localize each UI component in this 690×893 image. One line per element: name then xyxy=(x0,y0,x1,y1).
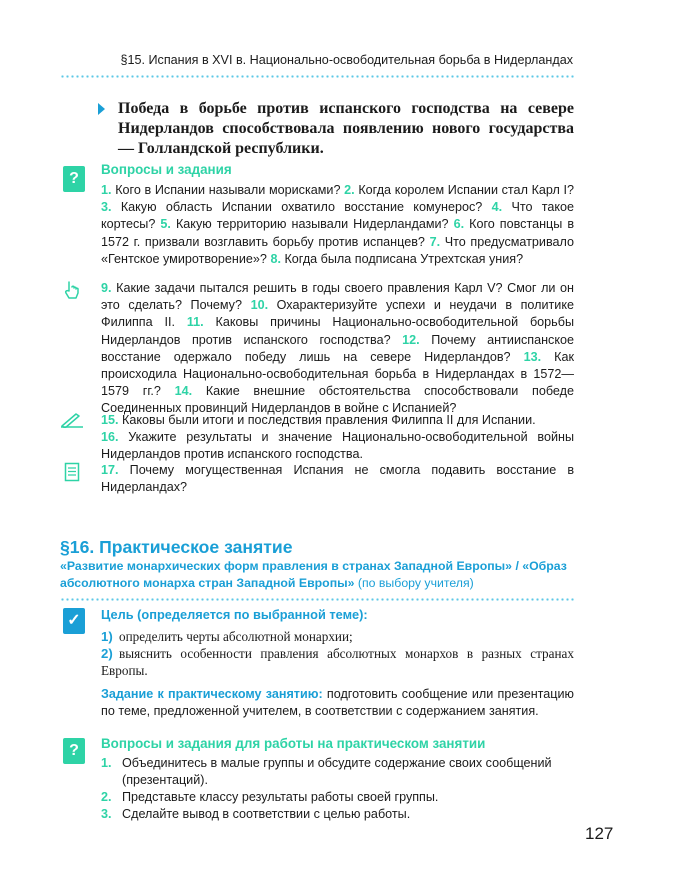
page-number: 127 xyxy=(585,824,614,843)
q-text: Каковы были итоги и последствия правления Филиппа II для Испании. xyxy=(122,413,536,427)
q-num: 9. xyxy=(101,281,112,295)
task-text: подготовить сообщение или презентацию по теме, предложенной учителем, в соответствии с содержанием занятия. xyxy=(101,687,574,719)
q-text: Кого повстанцы в 1572 г. призвали возглавить борьбу против испанцев? xyxy=(101,217,575,249)
practice-task xyxy=(101,686,574,720)
q-text: Что предусматривало «Гентское умиротворение»? xyxy=(101,234,575,266)
q-text: Укажите результаты и значение Национально-освободительной войны Нидерландов против испанского господства. xyxy=(101,430,574,462)
goal-num: 2) xyxy=(101,646,113,661)
goal-text: определить черты абсолютной монархии; xyxy=(119,629,353,644)
q-num: 8. xyxy=(270,251,281,266)
q-text: Почему антииспанское восстание одержало победу лишь на севере Нидерландов? xyxy=(101,332,575,364)
practice-text: Представьте классу результаты работы своей группы. xyxy=(122,790,439,804)
running-header: §15. Испания в XVI в. Национально-освободительная борьба в Нидерландах xyxy=(120,53,573,67)
q-text: Что такое кортесы? xyxy=(101,200,575,232)
practice-heading: Вопросы и задания для работы на практическом занятии xyxy=(101,736,486,751)
q-num: 5. xyxy=(160,217,171,232)
q-num: 7. xyxy=(429,234,441,249)
q-num: 11. xyxy=(186,315,204,330)
task-label: Задание к практическому занятию: xyxy=(101,687,323,701)
q-num: 15. xyxy=(101,413,119,427)
q-text: Как происходила Национально-освободительная борьба в Нидерландах в 1572—1579 гг.? xyxy=(101,349,575,399)
questions-group-1 xyxy=(101,182,574,268)
q-num: 6. xyxy=(453,217,465,232)
thesis-text: Победа в борьбе против испанского господства на севере Нидерландов способствовала появлению нового государства — Голландской республики. xyxy=(118,100,574,157)
document-icon xyxy=(64,462,80,482)
q-text: Каковы причины Национально-освободительной борьбы Нидерландов против испанского господства? xyxy=(101,315,575,347)
practice-item xyxy=(101,789,574,806)
questions-group-4 xyxy=(101,462,574,496)
question-badge-icon: ? xyxy=(63,738,85,764)
section-subtitle xyxy=(60,558,580,592)
practice-text: Объединитесь в малые группы и обсудите содержание своих сообщений (презентаций). xyxy=(122,756,552,788)
q-text: Какие внешние обстоятельства способствовали победе Соединенных провинций Нидерландов в войне с Испанией? xyxy=(101,384,575,416)
goal-item xyxy=(101,628,574,645)
goal-num: 1) xyxy=(101,629,113,644)
thesis-marker-icon xyxy=(98,103,105,115)
q-num: 14. xyxy=(174,384,193,399)
q-num: 3. xyxy=(101,200,112,215)
goal-heading: Цель (определяется по выбранной теме): xyxy=(101,607,368,622)
questions-group-3 xyxy=(101,412,574,464)
practice-num: 2. xyxy=(101,790,112,804)
q-text: Когда королем Испании стал Карл I? xyxy=(358,183,575,197)
practice-num: 3. xyxy=(101,807,112,821)
section-subtitle-topics: «Развитие монархических форм правления в странах Западной Европы» / «Образ абсолютного монарха стран Западной Европы» xyxy=(60,559,567,590)
hand-pointer-icon xyxy=(62,280,82,300)
questions-group-2 xyxy=(101,280,574,418)
q-text: Почему могущественная Испания не смогла подавить восстание в Нидерландах? xyxy=(101,463,575,495)
questions-heading: Вопросы и задания xyxy=(101,162,232,177)
q-text: Какую область Испании охватило восстание комунерос? xyxy=(120,200,483,215)
section-subtitle-choice: (по выбору учителя) xyxy=(357,576,474,590)
q-num: 17. xyxy=(101,463,119,477)
q-text: Какие задачи пытался решить в годы своего правления Карл V? Смог ли он это сделать? Почему? xyxy=(101,281,575,313)
q-text: Когда была подписана Утрехтская уния? xyxy=(284,251,524,266)
section-title: §16. Практическое занятие xyxy=(60,537,293,557)
section-divider xyxy=(60,598,575,601)
q-num: 12. xyxy=(402,332,420,347)
practice-num: 1. xyxy=(101,756,112,770)
q-num: 1. xyxy=(101,183,112,197)
practice-text: Сделайте вывод в соответствии с целью работы. xyxy=(122,807,411,821)
q-text: Кого в Испании называли морисками? xyxy=(115,183,341,197)
q-text: Какую территорию называли Нидерландами? xyxy=(175,217,449,232)
goal-text: выяснить особенности правления абсолютных монархов в разных странах Европы. xyxy=(101,646,574,678)
q-num: 2. xyxy=(344,183,355,197)
q-num: 16. xyxy=(101,430,119,445)
practice-item xyxy=(101,755,574,789)
q-num: 13. xyxy=(523,349,542,364)
header-divider xyxy=(60,75,575,78)
goal-item xyxy=(101,645,574,679)
question-badge-icon: ? xyxy=(63,166,85,192)
q-text: Охарактеризуйте успехи и неудачи в политике Филиппа II. xyxy=(101,298,574,330)
practice-item xyxy=(101,806,574,823)
pen-writing-icon xyxy=(60,412,84,428)
goal-check-icon: ✓ xyxy=(63,608,85,634)
q-num: 10. xyxy=(250,298,269,313)
q-num: 4. xyxy=(491,200,503,215)
